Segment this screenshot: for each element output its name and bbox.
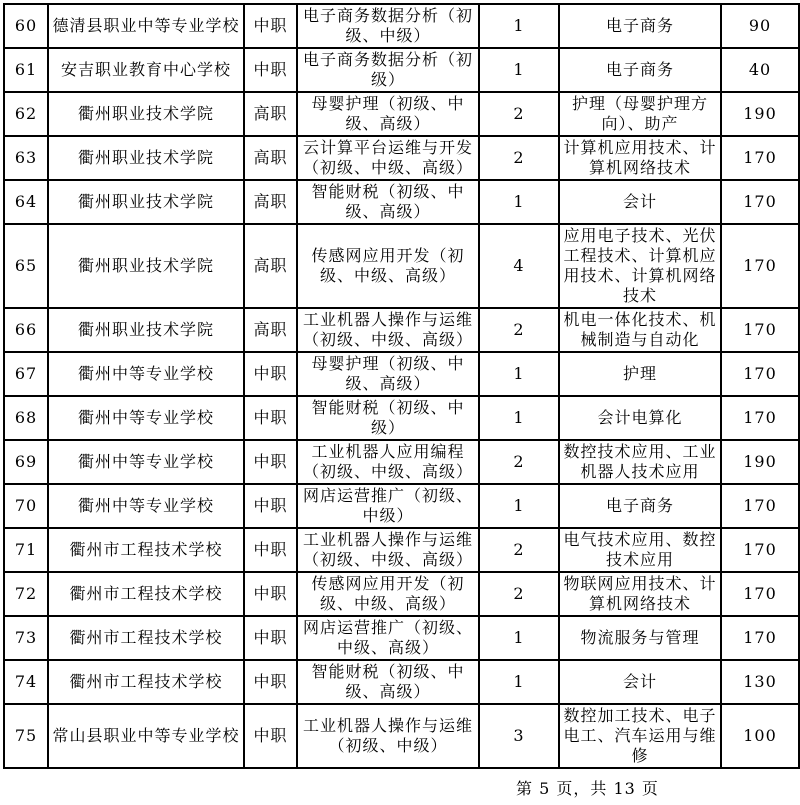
program-name-cell: 网店运营推广（初级、中级） bbox=[297, 484, 479, 528]
headcount-cell: 170 bbox=[721, 180, 799, 224]
school-name-cell: 衢州中等专业学校 bbox=[48, 484, 244, 528]
level-cell: 中职 bbox=[244, 4, 297, 48]
headcount-cell: 190 bbox=[721, 440, 799, 484]
level-cell: 高职 bbox=[244, 136, 297, 180]
school-name-cell: 安吉职业教育中心学校 bbox=[48, 48, 244, 92]
school-name-cell: 衢州职业技术学院 bbox=[48, 224, 244, 308]
program-name-cell: 工业机器人应用编程（初级、中级、高级） bbox=[297, 440, 479, 484]
school-name-cell: 衢州市工程技术学校 bbox=[48, 660, 244, 704]
school-name-cell: 衢州职业技术学院 bbox=[48, 308, 244, 352]
headcount-cell: 40 bbox=[721, 48, 799, 92]
row-no-cell: 69 bbox=[4, 440, 48, 484]
row-no-cell: 75 bbox=[4, 704, 48, 768]
table-row bbox=[4, 136, 799, 180]
quota-cell: 1 bbox=[479, 660, 559, 704]
row-no-cell: 72 bbox=[4, 572, 48, 616]
majors-cell: 物流服务与管理 bbox=[559, 616, 721, 660]
headcount-cell: 130 bbox=[721, 660, 799, 704]
row-no-cell: 68 bbox=[4, 396, 48, 440]
level-cell: 中职 bbox=[244, 440, 297, 484]
quota-cell: 1 bbox=[479, 396, 559, 440]
level-cell: 中职 bbox=[244, 572, 297, 616]
table-row bbox=[4, 180, 799, 224]
row-no-cell: 73 bbox=[4, 616, 48, 660]
majors-cell: 会计 bbox=[559, 660, 721, 704]
table-row bbox=[4, 92, 799, 136]
row-no-cell: 64 bbox=[4, 180, 48, 224]
quota-cell: 4 bbox=[479, 224, 559, 308]
headcount-cell: 90 bbox=[721, 4, 799, 48]
level-cell: 中职 bbox=[244, 48, 297, 92]
table-row bbox=[4, 484, 799, 528]
row-no-cell: 63 bbox=[4, 136, 48, 180]
program-name-cell: 传感网应用开发（初级、中级、高级） bbox=[297, 224, 479, 308]
majors-cell: 护理 bbox=[559, 352, 721, 396]
headcount-cell: 170 bbox=[721, 484, 799, 528]
table-row bbox=[4, 396, 799, 440]
level-cell: 中职 bbox=[244, 396, 297, 440]
school-name-cell: 衢州市工程技术学校 bbox=[48, 572, 244, 616]
school-name-cell: 衢州职业技术学院 bbox=[48, 92, 244, 136]
majors-cell: 应用电子技术、光伏工程技术、计算机应用技术、计算机网络技术 bbox=[559, 224, 721, 308]
table-row bbox=[4, 440, 799, 484]
school-name-cell: 衢州中等专业学校 bbox=[48, 440, 244, 484]
level-cell: 高职 bbox=[244, 180, 297, 224]
page-number-footer: 第 5 页，共 13 页 bbox=[516, 779, 659, 798]
school-name-cell: 衢州中等专业学校 bbox=[48, 396, 244, 440]
majors-cell: 数控加工技术、电子电工、汽车运用与维修 bbox=[559, 704, 721, 768]
program-name-cell: 智能财税（初级、中级、高级） bbox=[297, 180, 479, 224]
majors-cell: 数控技术应用、工业机器人技术应用 bbox=[559, 440, 721, 484]
majors-cell: 电子商务 bbox=[559, 4, 721, 48]
quota-cell: 3 bbox=[479, 704, 559, 768]
row-no-cell: 71 bbox=[4, 528, 48, 572]
row-no-cell: 61 bbox=[4, 48, 48, 92]
row-no-cell: 70 bbox=[4, 484, 48, 528]
program-name-cell: 工业机器人操作与运维（初级、中级、高级） bbox=[297, 308, 479, 352]
level-cell: 中职 bbox=[244, 528, 297, 572]
program-name-cell: 母婴护理（初级、中级、高级） bbox=[297, 92, 479, 136]
majors-cell: 电子商务 bbox=[559, 48, 721, 92]
row-no-cell: 74 bbox=[4, 660, 48, 704]
table-row bbox=[4, 660, 799, 704]
school-name-cell: 德清县职业中等专业学校 bbox=[48, 4, 244, 48]
level-cell: 中职 bbox=[244, 352, 297, 396]
quota-cell: 2 bbox=[479, 528, 559, 572]
quota-cell: 2 bbox=[479, 308, 559, 352]
school-name-cell: 衢州市工程技术学校 bbox=[48, 616, 244, 660]
headcount-cell: 170 bbox=[721, 308, 799, 352]
quota-cell: 1 bbox=[479, 48, 559, 92]
headcount-cell: 170 bbox=[721, 572, 799, 616]
quota-cell: 1 bbox=[479, 180, 559, 224]
program-name-cell: 电子商务数据分析（初级） bbox=[297, 48, 479, 92]
headcount-cell: 190 bbox=[721, 92, 799, 136]
row-no-cell: 62 bbox=[4, 92, 48, 136]
program-name-cell: 母婴护理（初级、中级、高级） bbox=[297, 352, 479, 396]
majors-cell: 护理（母婴护理方向）、助产 bbox=[559, 92, 721, 136]
table-row bbox=[4, 48, 799, 92]
level-cell: 中职 bbox=[244, 660, 297, 704]
quota-cell: 2 bbox=[479, 572, 559, 616]
row-no-cell: 66 bbox=[4, 308, 48, 352]
quota-cell: 2 bbox=[479, 136, 559, 180]
headcount-cell: 170 bbox=[721, 136, 799, 180]
table-body bbox=[4, 4, 799, 768]
row-no-cell: 67 bbox=[4, 352, 48, 396]
headcount-cell: 170 bbox=[721, 616, 799, 660]
majors-cell: 机电一体化技术、机械制造与自动化 bbox=[559, 308, 721, 352]
headcount-cell: 170 bbox=[721, 352, 799, 396]
level-cell: 中职 bbox=[244, 616, 297, 660]
school-name-cell: 衢州市工程技术学校 bbox=[48, 528, 244, 572]
table-row bbox=[4, 704, 799, 768]
school-name-cell: 衢州职业技术学院 bbox=[48, 136, 244, 180]
majors-cell: 会计电算化 bbox=[559, 396, 721, 440]
quota-cell: 1 bbox=[479, 616, 559, 660]
table-row bbox=[4, 4, 799, 48]
program-name-cell: 网店运营推广（初级、中级、高级） bbox=[297, 616, 479, 660]
level-cell: 高职 bbox=[244, 92, 297, 136]
school-name-cell: 常山县职业中等专业学校 bbox=[48, 704, 244, 768]
headcount-cell: 170 bbox=[721, 396, 799, 440]
level-cell: 高职 bbox=[244, 224, 297, 308]
quota-cell: 2 bbox=[479, 92, 559, 136]
quota-cell: 1 bbox=[479, 4, 559, 48]
program-name-cell: 云计算平台运维与开发（初级、中级、高级） bbox=[297, 136, 479, 180]
headcount-cell: 100 bbox=[721, 704, 799, 768]
row-no-cell: 60 bbox=[4, 4, 48, 48]
program-name-cell: 智能财税（初级、中级、高级） bbox=[297, 660, 479, 704]
level-cell: 中职 bbox=[244, 484, 297, 528]
level-cell: 中职 bbox=[244, 704, 297, 768]
majors-cell: 计算机应用技术、计算机网络技术 bbox=[559, 136, 721, 180]
table-row bbox=[4, 308, 799, 352]
level-cell: 高职 bbox=[244, 308, 297, 352]
table-row bbox=[4, 572, 799, 616]
program-name-cell: 电子商务数据分析（初级、中级） bbox=[297, 4, 479, 48]
majors-cell: 电气技术应用、数控技术应用 bbox=[559, 528, 721, 572]
program-name-cell: 工业机器人操作与运维（初级、中级） bbox=[297, 704, 479, 768]
training-programs-table bbox=[3, 3, 800, 769]
majors-cell: 电子商务 bbox=[559, 484, 721, 528]
quota-cell: 1 bbox=[479, 352, 559, 396]
table-row bbox=[4, 224, 799, 308]
table-row bbox=[4, 352, 799, 396]
school-name-cell: 衢州中等专业学校 bbox=[48, 352, 244, 396]
table-row bbox=[4, 528, 799, 572]
row-no-cell: 65 bbox=[4, 224, 48, 308]
program-name-cell: 智能财税（初级、中级） bbox=[297, 396, 479, 440]
headcount-cell: 170 bbox=[721, 528, 799, 572]
program-name-cell: 工业机器人操作与运维（初级、中级、高级） bbox=[297, 528, 479, 572]
majors-cell: 会计 bbox=[559, 180, 721, 224]
quota-cell: 2 bbox=[479, 440, 559, 484]
program-name-cell: 传感网应用开发（初级、中级、高级） bbox=[297, 572, 479, 616]
school-name-cell: 衢州职业技术学院 bbox=[48, 180, 244, 224]
quota-cell: 1 bbox=[479, 484, 559, 528]
majors-cell: 物联网应用技术、计算机网络技术 bbox=[559, 572, 721, 616]
table-row bbox=[4, 616, 799, 660]
headcount-cell: 170 bbox=[721, 224, 799, 308]
